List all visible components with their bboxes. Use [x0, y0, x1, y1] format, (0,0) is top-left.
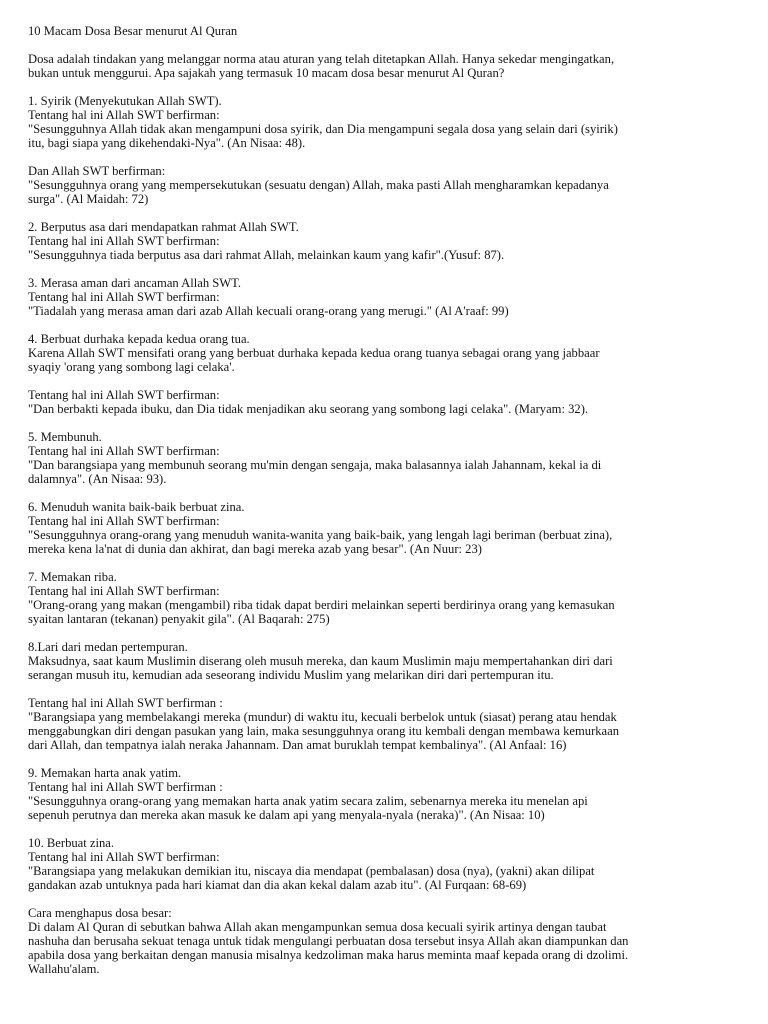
text-line: 10. Berbuat zina.: [28, 836, 115, 850]
text-line: Dan Allah SWT berfirman:: [28, 164, 166, 178]
text-line: gandakan azab untuknya pada hari kiamat dan dia akan kekal dalam azab itu". (Al Furqaan: 68-69): [28, 878, 527, 892]
title-text: 10 Macam Dosa Besar menurut Al Quran: [28, 24, 238, 38]
text-line: "Orang-orang yang makan (mengambil) riba tidak dapat berdiri melainkan seperti berdirinya orang yang kemasukan: [28, 598, 615, 612]
text-line: Tentang hal ini Allah SWT berfirman:: [28, 234, 220, 248]
text-line: Cara menghapus dosa besar:: [28, 906, 172, 920]
text-line: "Sesungguhnya orang-orang yang menuduh wanita-wanita yang baik-baik, yang lengah lagi beriman (berbuat zina),: [28, 528, 613, 542]
text-line: Tentang hal ini Allah SWT berfirman:: [28, 584, 220, 598]
text-line: Tentang hal ini Allah SWT berfirman:: [28, 850, 220, 864]
text-line: 6. Menuduh wanita baik-baik berbuat zina.: [28, 500, 245, 514]
text-line: "Sesungguhnya orang yang mempersekutukan (sesuatu dengan) Allah, maka pasti Allah mengharamkan kepadanya: [28, 178, 609, 192]
paragraph: [28, 570, 748, 626]
text-line: menggabungkan diri dengan pasukan yang lain, maka sesungguhnya orang itu kembali dengan membawa kemurkaan: [28, 724, 620, 738]
paragraph: [28, 640, 748, 682]
paragraph: [28, 696, 748, 752]
text-line: dari Allah, dan tempatnya ialah neraka Jahannam. Dan amat buruklah tempat kembalinya". (Al Anfaal: 16): [28, 738, 567, 752]
text-line: mereka kena la'nat di dunia dan akhirat, dan bagi mereka azab yang besar". (An Nuur: 23): [28, 542, 482, 556]
text-line: "Sesungguhnya orang-orang yang memakan harta anak yatim secara zalim, sebenarnya mereka itu menelan api: [28, 794, 588, 808]
text-line: Tentang hal ini Allah SWT berfirman:: [28, 388, 220, 402]
text-line: Wallahu'alam.: [28, 962, 100, 976]
paragraph: [28, 906, 748, 976]
text-line: 3. Merasa aman dari ancaman Allah SWT.: [28, 276, 242, 290]
text-line: 4. Berbuat durhaka kepada kedua orang tua.: [28, 332, 250, 346]
paragraph: [28, 276, 748, 318]
text-line: "Dan barangsiapa yang membunuh seorang mu'min dengan sengaja, maka balasannya ialah Jahannam, kekal ia di: [28, 458, 602, 472]
text-line: "Tiadalah yang merasa aman dari azab Allah kecuali orang-orang yang merugi." (Al A'raaf: 99): [28, 304, 509, 318]
text-line: "Sesungguhnya Allah tidak akan mengampuni dosa syirik, dan Dia mengampuni segala dosa yang selain dari (syirik): [28, 122, 618, 136]
paragraph: [28, 164, 748, 206]
text-line: 2. Berputus asa dari mendapatkan rahmat Allah SWT.: [28, 220, 299, 234]
text-line: apabila dosa yang berkaitan dengan manusia misalnya kedzoliman maka harus meminta maaf kepada orang di dzolimi.: [28, 948, 629, 962]
text-line: "Barangsiapa yang melakukan demikian itu, niscaya dia mendapat (pembalasan) dosa (nya), (yakni) akan dilipat: [28, 864, 595, 878]
paragraph: [28, 836, 748, 892]
text-line: 9. Memakan harta anak yatim.: [28, 766, 182, 780]
paragraph: [28, 500, 748, 556]
text-line: itu, bagi siapa yang dikehendaki-Nya". (An Nisaa: 48).: [28, 136, 306, 150]
text-line: Karena Allah SWT mensifati orang yang berbuat durhaka kepada kedua orang tuanya sebagai orang yang jabbaar: [28, 346, 600, 360]
text-line: Tentang hal ini Allah SWT berfirman:: [28, 514, 220, 528]
text-line: "Sesungguhnya tiada berputus asa dari rahmat Allah, melainkan kaum yang kafir".(Yusuf: 87).: [28, 248, 505, 262]
text-line: nashuha dan berusaha sekuat tenaga untuk tidak mengulangi perbuatan dosa tersebut insya Allah akan diampunkan dan: [28, 934, 629, 948]
text-line: bukan untuk menggurui. Apa sajakah yang termasuk 10 macam dosa besar menurut Al Quran?: [28, 66, 505, 80]
text-line: "Barangsiapa yang membelakangi mereka (mundur) di waktu itu, kecuali berbelok untuk (siasat) perang atau hendak: [28, 710, 617, 724]
text-line: Tentang hal ini Allah SWT berfirman:: [28, 290, 220, 304]
text-line: syaitan lantaran (tekanan) penyakit gila". (Al Baqarah: 275): [28, 612, 330, 626]
text-line: 5. Membunuh.: [28, 430, 102, 444]
text-line: 8.Lari dari medan pertempuran.: [28, 640, 188, 654]
text-line: Dosa adalah tindakan yang melanggar norma atau aturan yang telah ditetapkan Allah. Hanya sekedar mengingatkan,: [28, 52, 615, 66]
text-line: Tentang hal ini Allah SWT berfirman:: [28, 444, 220, 458]
text-line: sepenuh perutnya dan mereka akan masuk ke dalam api yang menyala-nyala (neraka)". (An Nisaa: 10): [28, 808, 545, 822]
text-line: Maksudnya, saat kaum Muslimin diserang oleh musuh mereka, dan kaum Muslimin maju mempertahankan diri dari: [28, 654, 613, 668]
text-line: dalamnya". (An Nisaa: 93).: [28, 472, 167, 486]
paragraph: [28, 94, 748, 150]
paragraph: [28, 220, 748, 262]
text-line: surga". (Al Maidah: 72): [28, 192, 149, 206]
text-line: Tentang hal ini Allah SWT berfirman:: [28, 108, 220, 122]
document-title: [28, 24, 748, 38]
text-line: syaqiy 'orang yang sombong lagi celaka'.: [28, 360, 235, 374]
text-line: Di dalam Al Quran di sebutkan bahwa Allah akan mengampunkan semua dosa kecuali syirik artinya dengan taubat: [28, 920, 607, 934]
text-line: "Dan berbakti kepada ibuku, dan Dia tidak menjadikan aku seorang yang sombong lagi celaka". (Maryam: 32).: [28, 402, 589, 416]
text-line: Tentang hal ini Allah SWT berfirman :: [28, 696, 223, 710]
text-line: Tentang hal ini Allah SWT berfirman :: [28, 780, 223, 794]
paragraph: [28, 388, 748, 416]
text-line: serangan musuh itu, kemudian ada seseorang individu Muslim yang melarikan diri dari pertempuran itu.: [28, 668, 554, 682]
paragraph: [28, 766, 748, 822]
paragraph: [28, 332, 748, 374]
paragraph: [28, 52, 748, 80]
paragraph: [28, 430, 748, 486]
text-line: 1. Syirik (Menyekutukan Allah SWT).: [28, 94, 222, 108]
document-body: [28, 52, 748, 976]
text-line: 7. Memakan riba.: [28, 570, 117, 584]
